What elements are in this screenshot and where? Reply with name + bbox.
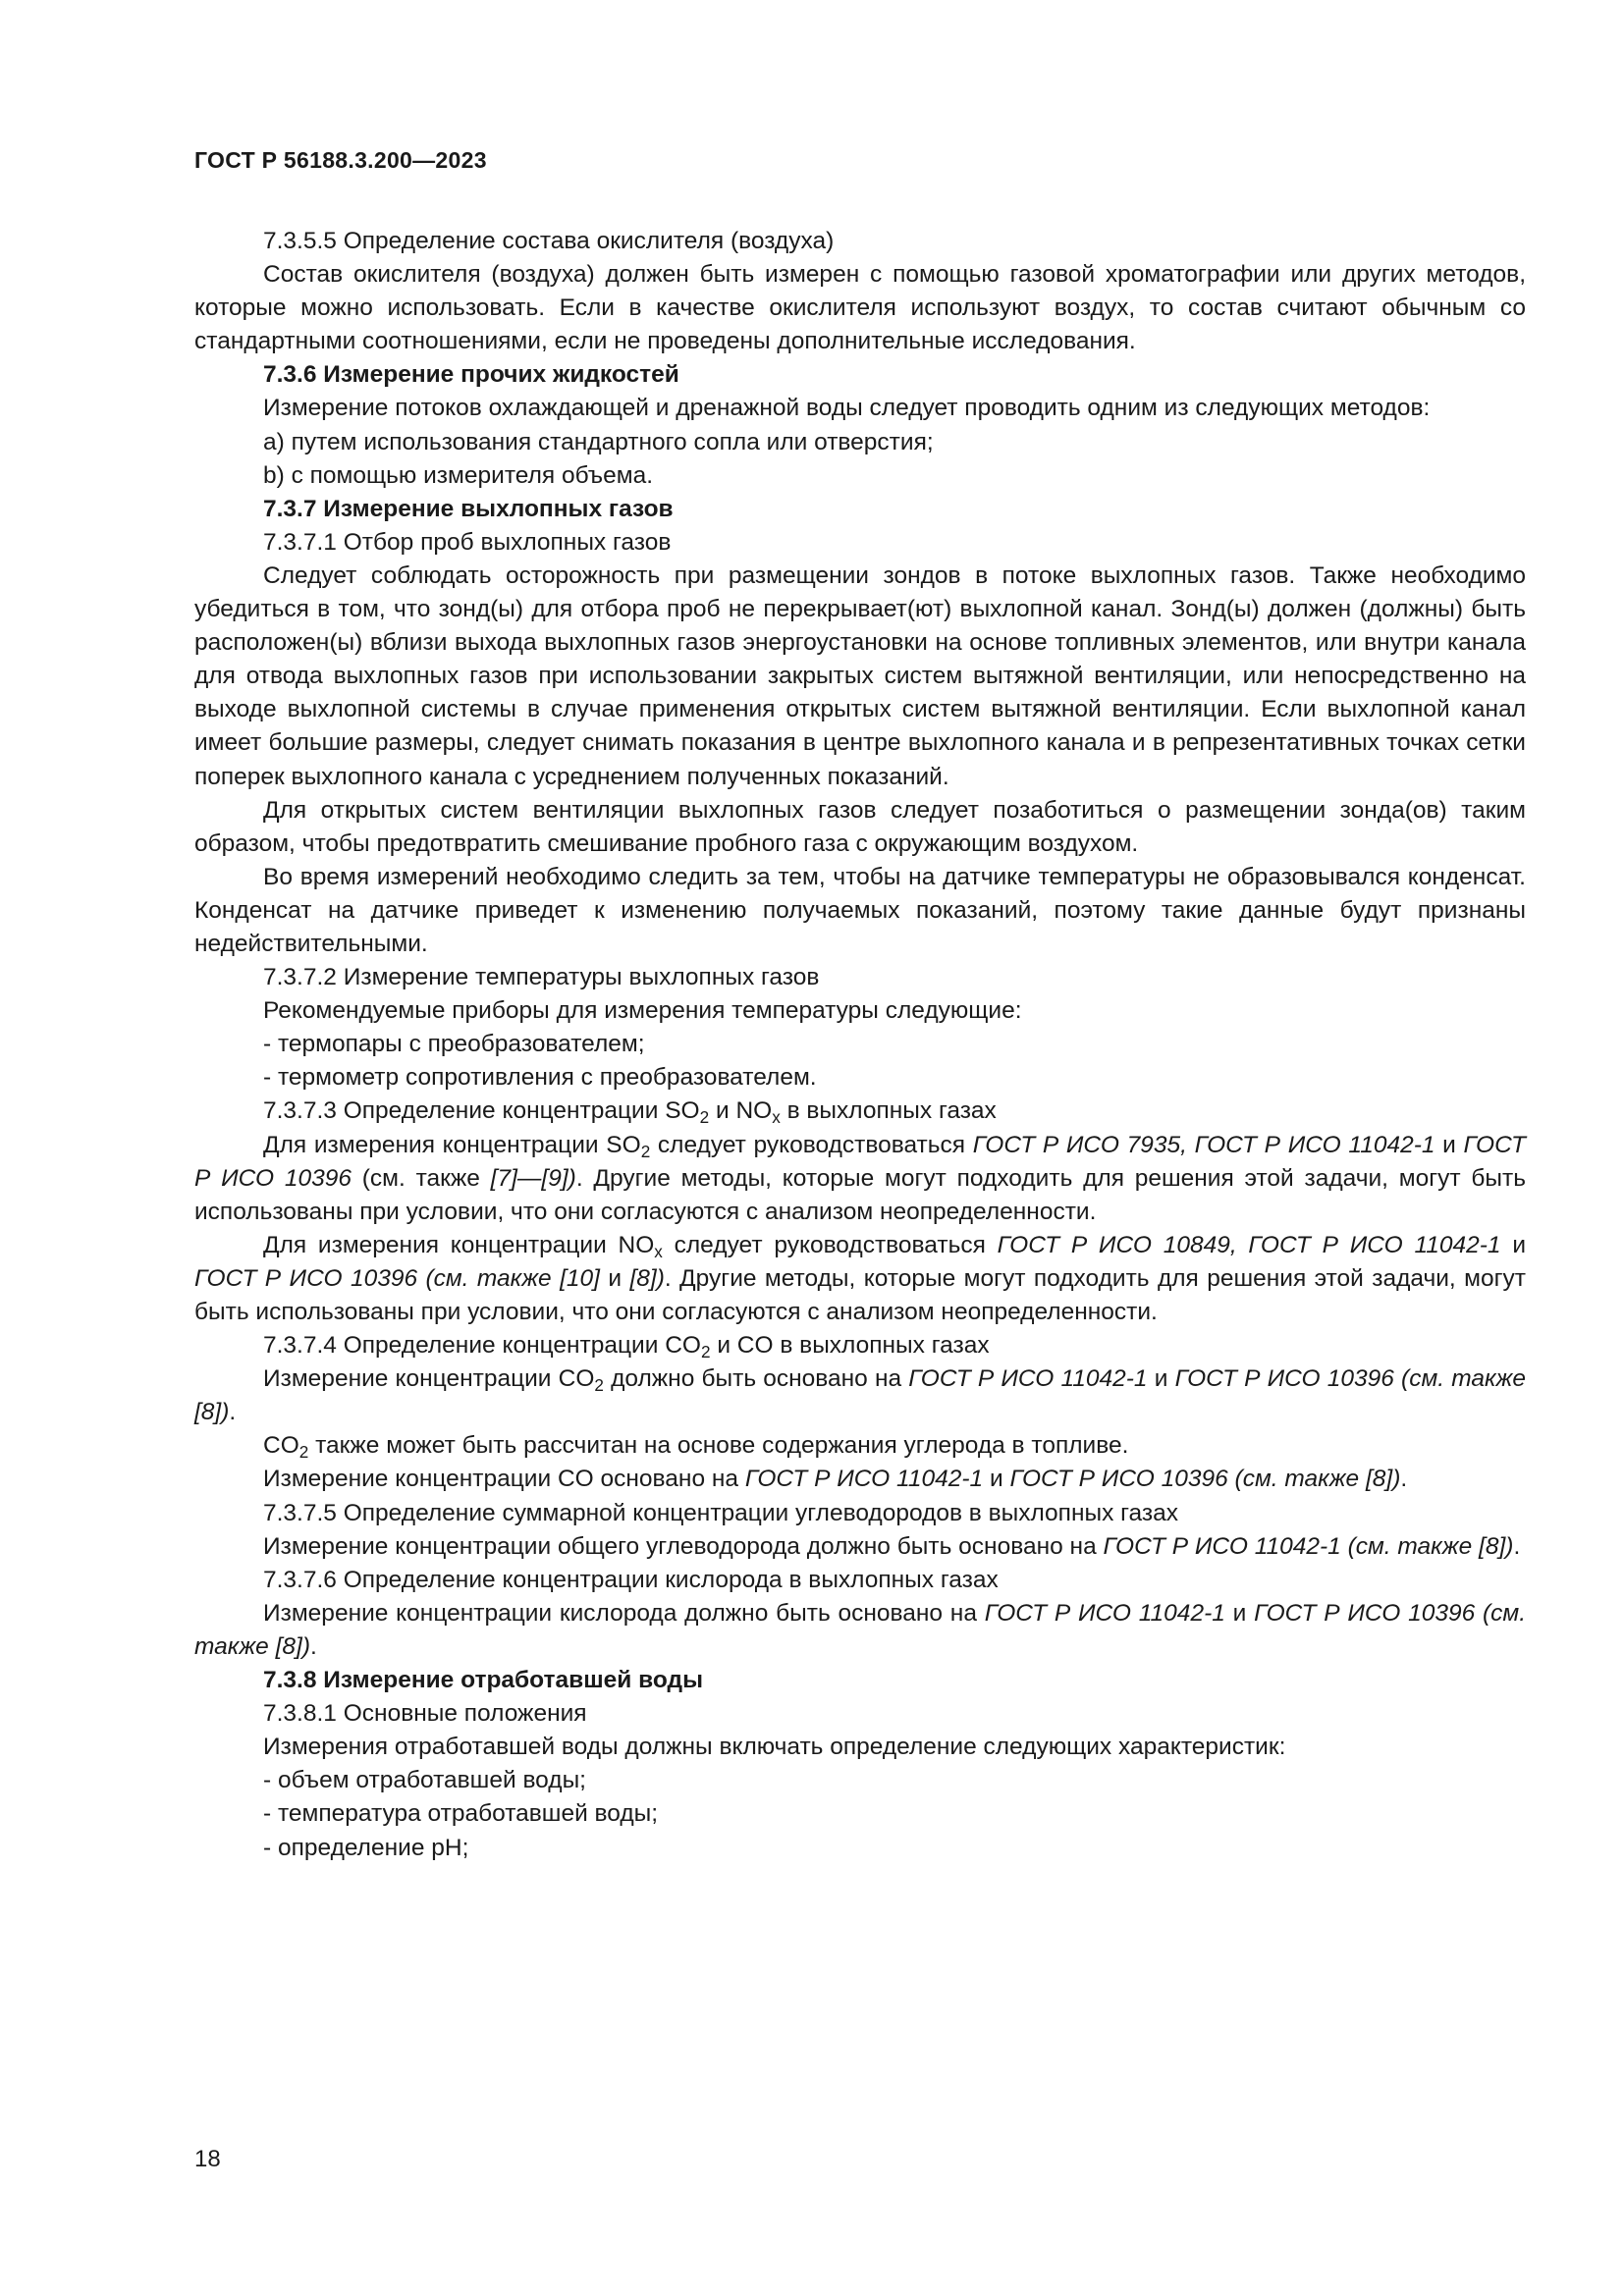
paragraph: Измерение концентрации общего углеводорода должно быть основано на ГОСТ Р ИСО 11042-1 (см. также [8]). [263,1532,1521,1560]
list-item: - термопары с преобразователем; [263,1031,645,1058]
section-7-3-7-2-title: 7.3.7.2 Измерение температуры выхлопных газов [263,964,820,991]
reference: ГОСТ Р ИСО 10849, ГОСТ Р ИСО 11042-1 [997,1231,1501,1258]
list-item: - определение pH; [263,1834,469,1861]
document-body [194,225,1526,1865]
section-7-3-7-1-title: 7.3.7.1 Отбор проб выхлопных газов [263,528,672,556]
paragraph: Состав окислителя (воздуха) должен быть измерен с помощью газовой хроматографии или других методов, которые можно использовать. Если в качестве окислителя используют воздух, то состав считают обычным со стандартными соотношениями, если не проведены дополнительные исследования. [194,261,1526,355]
reference: ГОСТ Р ИСО 10396 [194,1131,1526,1192]
paragraph: Измерение концентрации кислорода должно быть основано на ГОСТ Р ИСО 11042-1 и ГОСТ Р ИСО 10396 (см. также [8]). [194,1599,1527,1660]
reference: [8]) [629,1264,665,1292]
paragraph: Для открытых систем вентиляции выхлопных газов следует позаботиться о размещении зонда(ов) таким образом, чтобы предотвратить смешивание пробного газа с окружающим воздухом. [194,796,1526,857]
section-7-3-5-5-title: 7.3.5.5 Определение состава окислителя (воздуха) [263,228,835,254]
reference: ГОСТ Р ИСО 11042-1 [908,1365,1148,1393]
section-7-3-7-3-title: 7.3.7.3 Определение концентрации $SO_2$ и $NO_x$ в выхлопных газах [263,1097,997,1128]
paragraph: Измерение концентрации $CO_2$ должно быть основано на ГОСТ Р ИСО 11042-1 и ГОСТ Р ИСО 10396 (см. также [8]). [194,1365,1527,1426]
list-item: b) с помощью измерителя объема. [263,461,654,489]
section-7-3-7-heading: 7.3.7 Измерение выхлопных газов [263,495,674,522]
paragraph: Измерение потоков охлаждающей и дренажной воды следует проводить одним из следующих методов: [263,395,1431,422]
reference: ГОСТ Р ИСО 10396 (см. также [8]) [1009,1466,1401,1493]
paragraph: Следует соблюдать осторожность при размещении зондов в потоке выхлопных газов. Также необходимо убедиться в том, что зонд(ы) для отбора проб не перекрывает(ют) выхлопной канал. Зонд(ы) должен (должны) быть расположен(ы) вблизи выхода выхлопных газов энергоустановки на основе топливных элементов, или внутри канала для отвода выхлопных газов при использовании закрытых систем вытяжной вентиляции, или непосредственно на выходе выхлопной системы в случае применения открытых систем вытяжной вентиляции. Если выхлопной канал имеет большие размеры, следует снимать показания в центре выхлопного канала и в репрезентативных точках сетки поперек выхлопного канала с усреднением полученных показаний. [194,561,1526,790]
page-number: 18 [194,2146,221,2172]
list-item: a) путем использования стандартного сопла или отверстия; [263,428,934,455]
reference: ГОСТ Р ИСО 10396 (см. также [10] [194,1264,600,1292]
paragraph: Для измерения концентрации $SO_2$ следует руководствоваться ГОСТ Р ИСО 7935, ГОСТ Р ИСО 11042-1 и ГОСТ Р ИСО 10396 (см. также [7]—[9]). Другие методы, которые могут подходить для решения этой задачи, могут быть использованы при условии, что они согласуются с анализом неопределенности. [194,1131,1526,1225]
reference: ГОСТ Р ИСО 11042-1 [744,1466,984,1493]
paragraph: Во время измерений необходимо следить за тем, чтобы на датчике температуры не образовывался конденсат. Конденсат на датчике приведет к изменению получаемых показаний, поэтому такие данные будут признаны недействительными. [194,863,1526,957]
section-7-3-8-1-title: 7.3.8.1 Основные положения [263,1700,587,1728]
section-7-3-7-4-title: 7.3.7.4 Определение концентрации $CO_2$ и CO в выхлопных газах [263,1332,990,1362]
reference: ГОСТ Р ИСО 11042-1 (см. также [8]) [1103,1532,1514,1560]
paragraph: Измерение концентрации CO основано на ГОСТ Р ИСО 11042-1 и ГОСТ Р ИСО 10396 (см. также [8]). [263,1466,1408,1493]
reference: ГОСТ Р ИСО 10396 (см. также [8]) [194,1599,1527,1660]
section-7-3-8-heading: 7.3.8 Измерение отработавшей воды [263,1667,703,1694]
section-7-3-7-5-title: 7.3.7.5 Определение суммарной концентрации углеводородов в выхлопных газах [263,1499,1178,1526]
reference: ГОСТ Р ИСО 7935, ГОСТ Р ИСО 11042-1 [972,1131,1435,1158]
list-item: - температура отработавшей воды; [263,1800,659,1828]
reference: ГОСТ Р ИСО 10396 (см. также [8]) [194,1365,1527,1426]
section-7-3-6-heading: 7.3.6 Измерение прочих жидкостей [263,361,679,389]
paragraph: $CO_2$ также может быть рассчитан на основе содержания углерода в топливе. [263,1432,1129,1463]
document-header: ГОСТ Р 56188.3.200—2023 [194,147,487,173]
list-item: - термометр сопротивления с преобразователем. [263,1064,817,1092]
paragraph: Измерения отработавшей воды должны включать определение следующих характеристик: [263,1734,1286,1761]
list-item: - объем отработавшей воды; [263,1767,586,1794]
section-7-3-7-6-title: 7.3.7.6 Определение концентрации кислорода в выхлопных газах [263,1566,999,1593]
reference: [7]—[9]) [490,1164,576,1192]
paragraph: Рекомендуемые приборы для измерения температуры следующие: [263,997,1022,1025]
paragraph: Для измерения концентрации $NO_x$ следует руководствоваться ГОСТ Р ИСО 10849, ГОСТ Р ИСО 11042-1 и ГОСТ Р ИСО 10396 (см. также [10] и [8]). Другие методы, которые могут подходить для решения этой задачи, могут быть использованы при условии, что они согласуются с анализом неопределенности. [194,1231,1527,1325]
reference: ГОСТ Р ИСО 11042-1 [984,1599,1225,1627]
